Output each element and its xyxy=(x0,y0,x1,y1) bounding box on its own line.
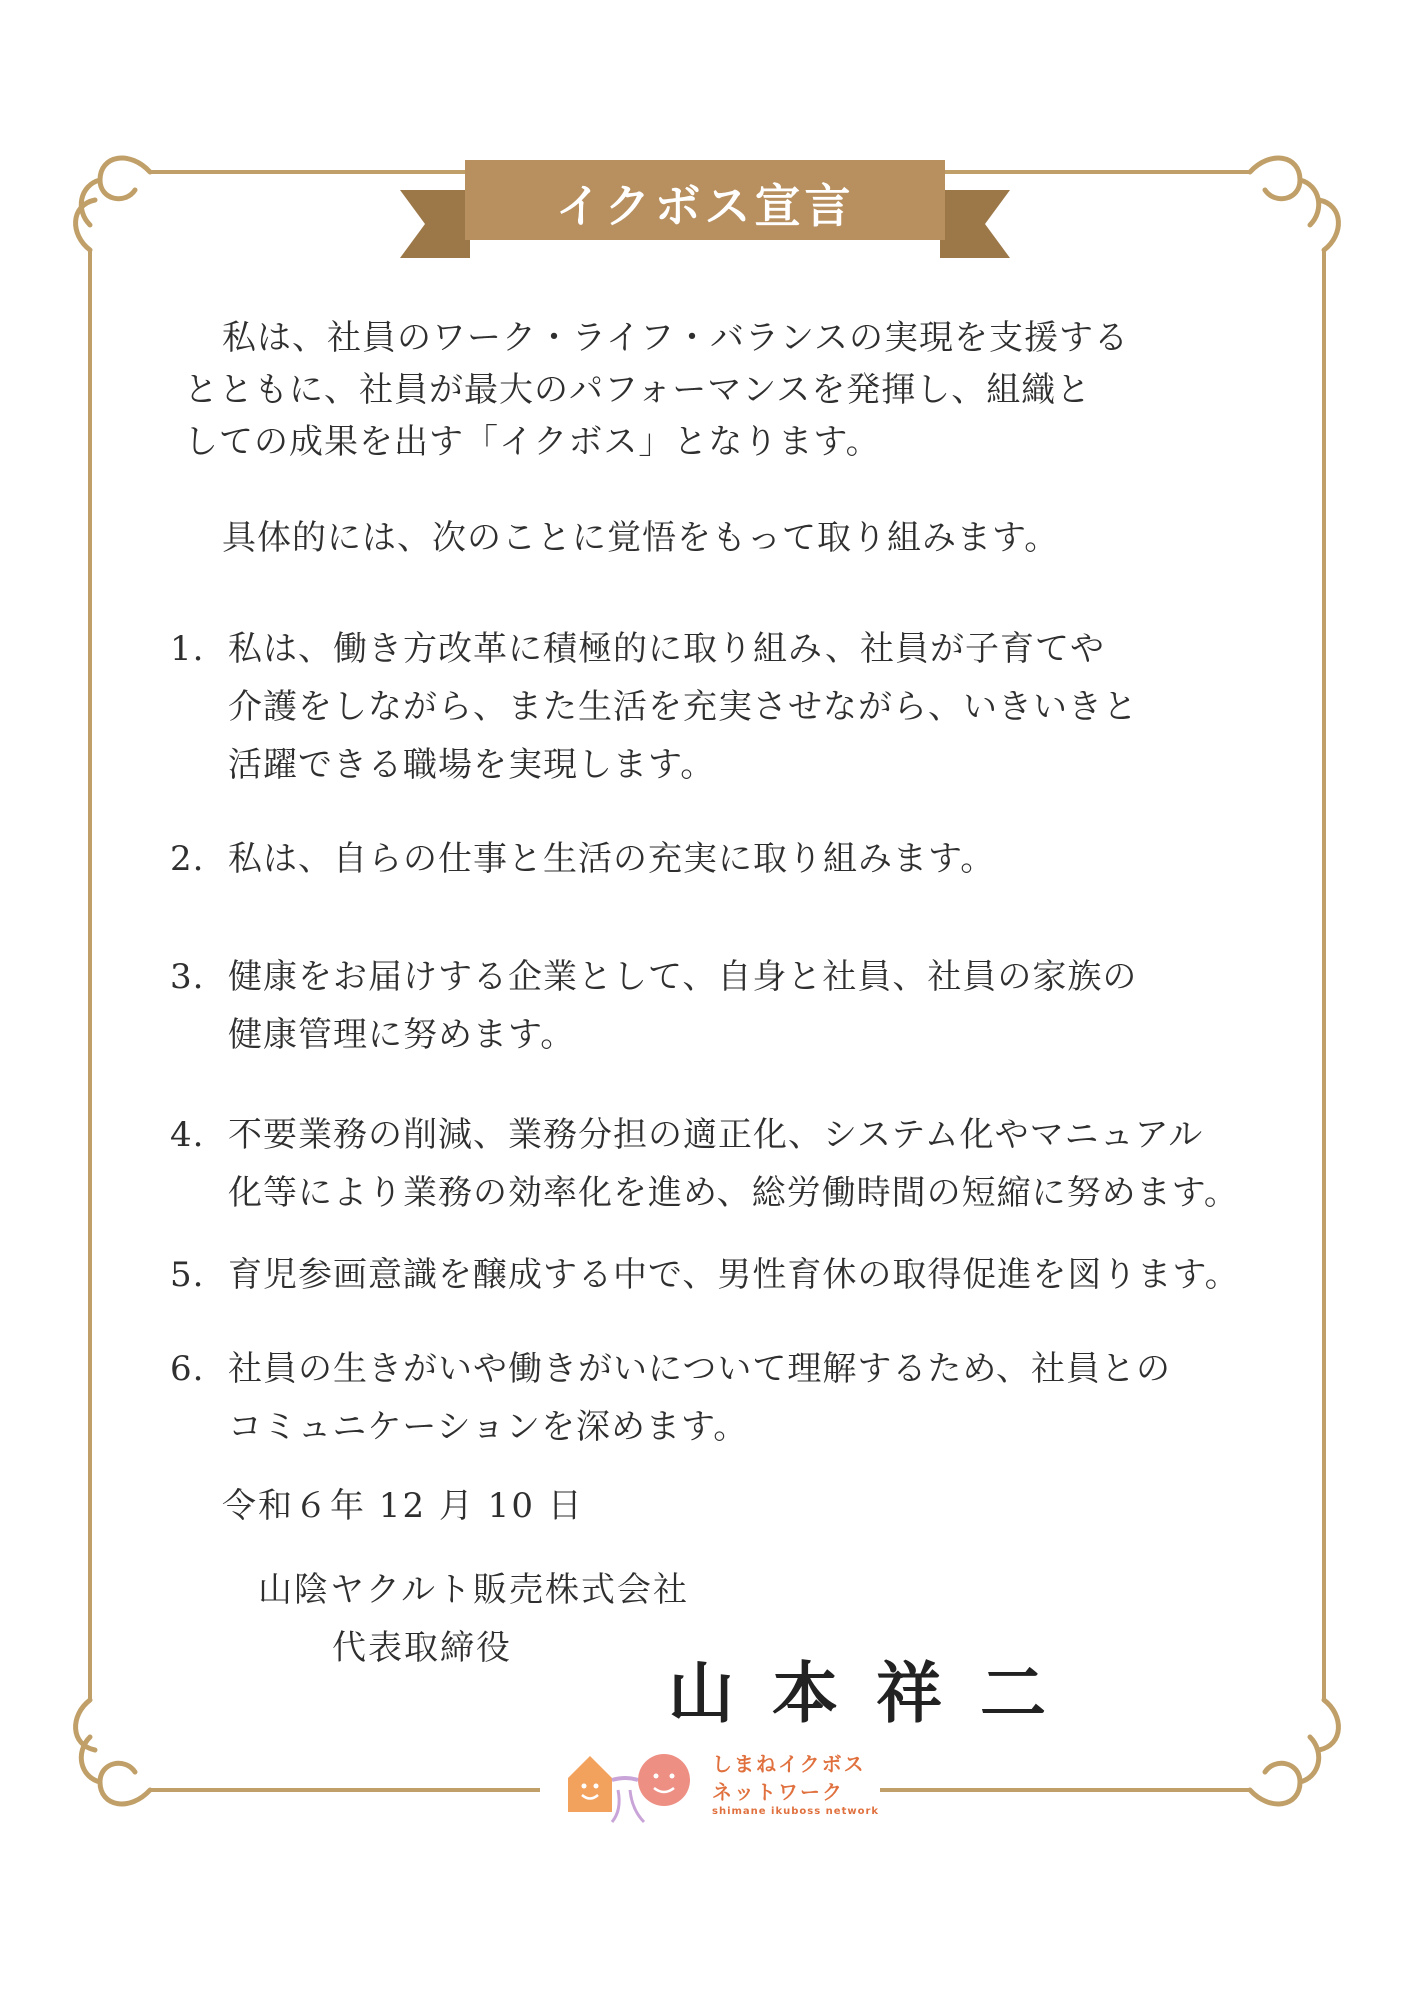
item-number: 6. xyxy=(170,1349,205,1389)
list-item xyxy=(170,620,1138,794)
corner-ornament-top-left xyxy=(76,158,150,250)
page-title: イクボス宣言 xyxy=(555,179,855,233)
list-item xyxy=(170,1106,1239,1222)
list-item xyxy=(170,1340,1171,1456)
item-number: 4. xyxy=(170,1115,205,1155)
item-line: コミュニケーションを深めます。 xyxy=(228,1407,749,1447)
list-item xyxy=(170,948,1137,1064)
intro-line-2: とともに、社員が最大のパフォーマンスを発揮し、組織と xyxy=(184,370,1092,410)
item-line: 化等により業務の効率化を進め、総労働時間の短縮に努めます。 xyxy=(228,1173,1239,1213)
item-line: 活躍できる職場を実現します。 xyxy=(228,745,716,785)
intro-line-1: 私は、社員のワーク・ライフ・バランスの実現を支援する xyxy=(222,318,1129,358)
logo-text-line-3: shimane ikuboss network xyxy=(712,1806,880,1817)
item-line: 不要業務の削減、業務分担の適正化、システム化やマニュアル xyxy=(228,1115,1204,1155)
house-icon xyxy=(568,1756,612,1812)
item-number: 3. xyxy=(170,957,205,997)
item-line: 社員の生きがいや働きがいについて理解するため、社員との xyxy=(228,1349,1171,1389)
logo-text-line-1: しまねイクボス xyxy=(712,1752,866,1776)
item-line: 私は、自らの仕事と生活の充実に取り組みます。 xyxy=(228,839,996,879)
item-number: 1. xyxy=(170,629,205,669)
corner-ornament-bottom-right xyxy=(1250,1700,1338,1804)
list-item xyxy=(170,1246,1240,1304)
item-line: 健康管理に努めます。 xyxy=(228,1015,576,1055)
item-line: 健康をお届けする企業として、自身と社員、社員の家族の xyxy=(228,957,1138,997)
item-number: 5. xyxy=(170,1255,205,1295)
list-item xyxy=(170,830,995,888)
declaration-date: 令和６年 12 月 10 日 xyxy=(222,1486,584,1526)
company-name: 山陰ヤクルト販売株式会社 xyxy=(258,1570,689,1610)
item-number: 2. xyxy=(170,839,205,879)
face-icon xyxy=(638,1754,690,1806)
item-line: 育児参画意識を醸成する中で、男性育休の取得促進を図ります。 xyxy=(228,1255,1240,1295)
item-line: 私は、働き方改革に積極的に取り組み、社員が子育てや xyxy=(228,629,1106,669)
logo-text-line-2: ネットワーク xyxy=(712,1780,844,1804)
signer-role: 代表取締役 xyxy=(332,1628,512,1668)
corner-ornament-bottom-left xyxy=(76,1700,150,1804)
intro-lead: 具体的には、次のことに覚悟をもって取り組みます。 xyxy=(222,518,1060,558)
corner-ornament-top-right xyxy=(1250,158,1338,250)
signature: 山本祥二 xyxy=(668,1654,1084,1732)
item-line: 介護をしながら、また生活を充実させながら、いきいきと xyxy=(228,687,1138,727)
intro-line-3: しての成果を出す「イクボス」となります。 xyxy=(184,422,881,462)
